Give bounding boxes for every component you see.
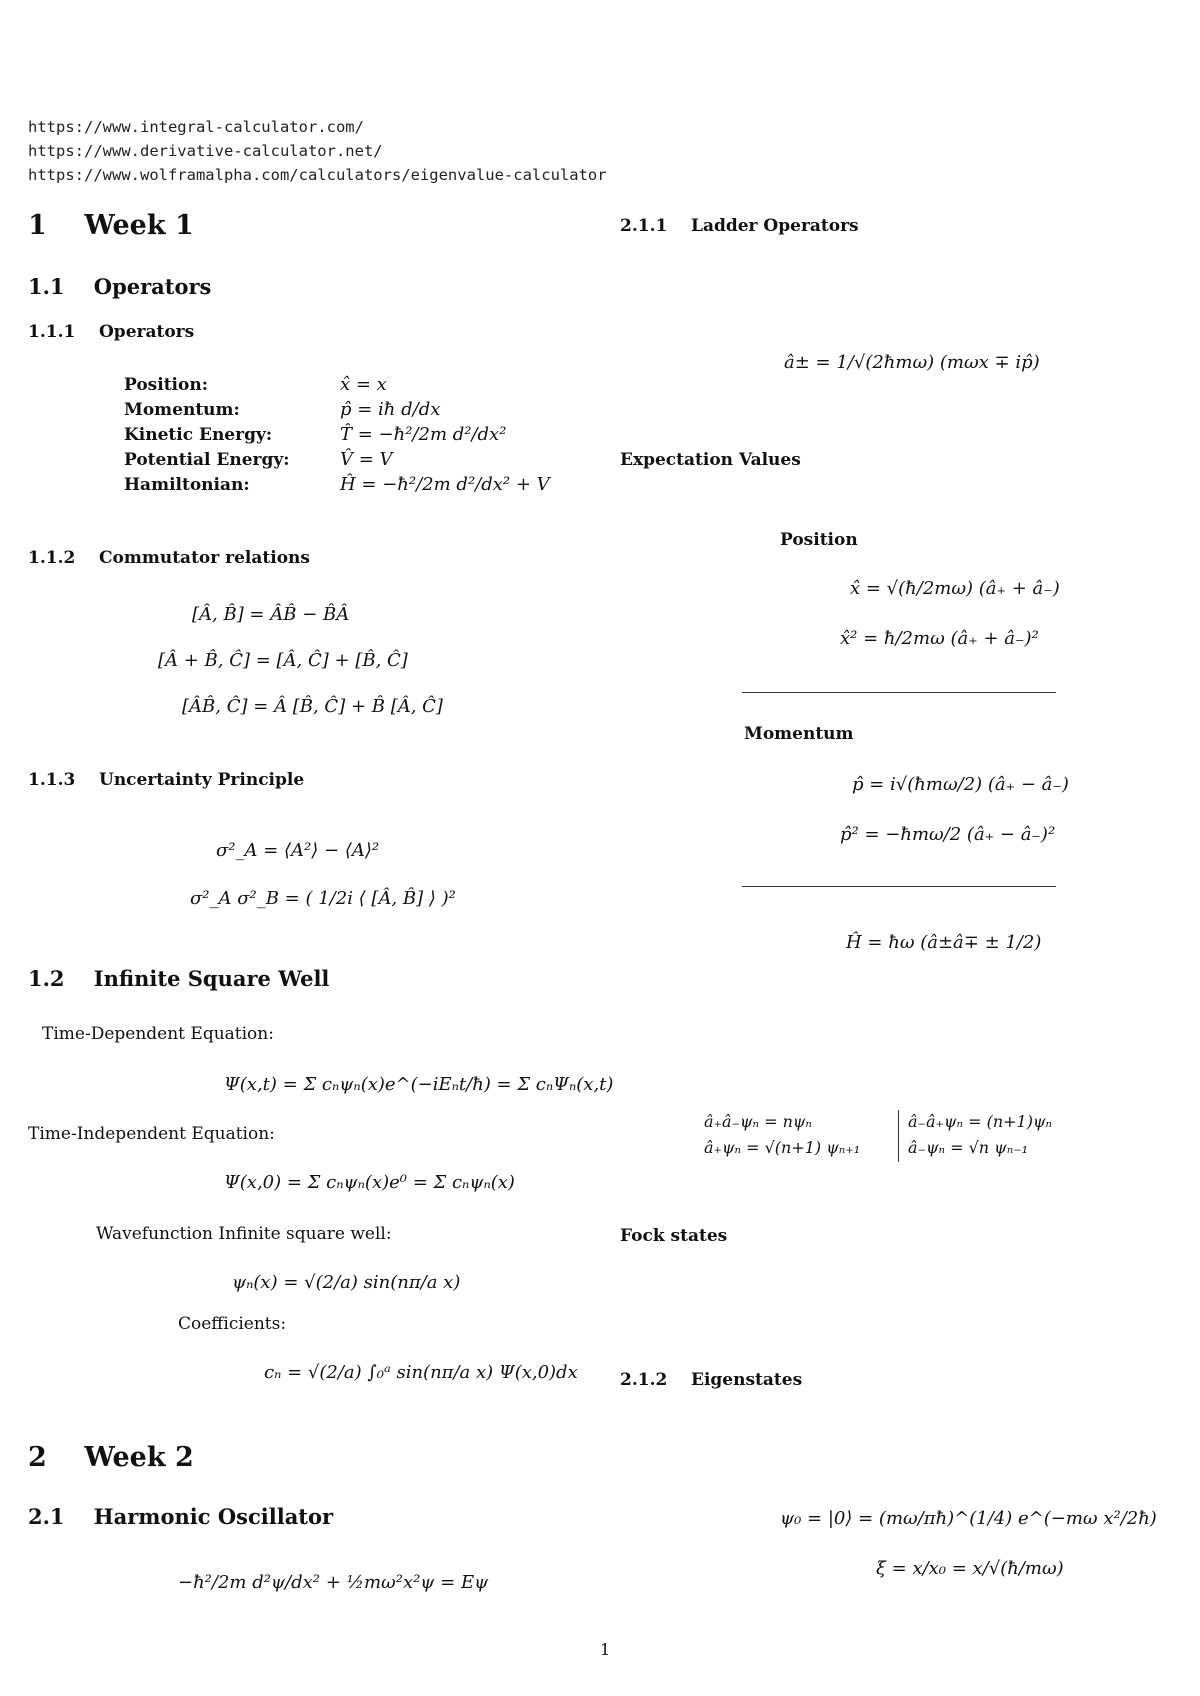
commutator-product-rule: [ÂB̂, Ĉ] = Â [B̂, Ĉ] + B̂ [Â, Ĉ] bbox=[182, 696, 443, 717]
momentum-squared-equation: p̂² = −ħmω/2 (â₊ − â₋)² bbox=[840, 824, 1056, 845]
operator-row bbox=[124, 472, 550, 497]
subsection-operators: 1.1.1 Operators bbox=[28, 322, 195, 342]
position-title: Position bbox=[780, 530, 858, 550]
wavefunction-equation: ψₙ(x) = √(2/a) sin(nπ/a x) bbox=[232, 1272, 461, 1293]
label-coefficients: Coefficients: bbox=[178, 1314, 287, 1334]
divider bbox=[742, 692, 1056, 693]
url-integral-calculator[interactable]: https://www.integral-calculator.com/ bbox=[28, 118, 364, 136]
divider bbox=[742, 886, 1056, 887]
operator-expr: p̂ = iħ d/dx bbox=[340, 399, 441, 420]
subsection-uncertainty: 1.1.3 Uncertainty Principle bbox=[28, 770, 305, 790]
operator-expr: T̂ = −ħ²/2m d²/dx² bbox=[340, 424, 507, 445]
ladder-relation: â₋ψₙ = √n ψₙ₋₁ bbox=[908, 1138, 1029, 1157]
ground-state-equation: ψ₀ = |0⟩ = (mω/πħ)^(1/4) e^(−mω x²/2ħ) bbox=[780, 1508, 1157, 1529]
operators-table bbox=[124, 372, 550, 497]
subsection-commutator: 1.1.2 Commutator relations bbox=[28, 548, 310, 568]
label-time-dependent: Time-Dependent Equation: bbox=[42, 1024, 274, 1044]
operator-row bbox=[124, 397, 550, 422]
position-squared-equation: x̂² = ħ/2mω (â₊ + â₋)² bbox=[840, 628, 1039, 649]
section-operators: 1.1 Operators bbox=[28, 274, 212, 299]
section-week2: 2 Week 2 bbox=[28, 1442, 194, 1473]
operator-name: Potential Energy: bbox=[124, 449, 290, 470]
section-infinite-square-well: 1.2 Infinite Square Well bbox=[28, 966, 330, 991]
operator-name: Kinetic Energy: bbox=[124, 424, 273, 445]
operator-name: Momentum: bbox=[124, 399, 240, 420]
momentum-title: Momentum bbox=[744, 724, 854, 744]
operator-row bbox=[124, 372, 550, 397]
operator-expr: V̂ = V bbox=[340, 449, 393, 470]
operator-expr: Ĥ = −ħ²/2m d²/dx² + V bbox=[340, 474, 550, 495]
url-derivative-calculator[interactable]: https://www.derivative-calculator.net/ bbox=[28, 142, 383, 160]
operator-name: Position: bbox=[124, 374, 208, 395]
section-harmonic-oscillator: 2.1 Harmonic Oscillator bbox=[28, 1504, 334, 1529]
subsection-eigenstates: 2.1.2 Eigenstates bbox=[620, 1370, 803, 1390]
uncertainty-equation: σ²_A σ²_B = ( 1/2i ⟨ [Â, B̂] ⟩ )² bbox=[190, 888, 456, 909]
fock-states-title: Fock states bbox=[620, 1226, 728, 1246]
expectation-values-title: Expectation Values bbox=[620, 450, 801, 470]
time-independent-equation: Ψ(x,0) = Σ cₙψₙ(x)e⁰ = Σ cₙψₙ(x) bbox=[224, 1172, 515, 1193]
operator-row bbox=[124, 422, 550, 447]
hamiltonian-ladder-equation: Ĥ = ħω (â±â∓ ± 1/2) bbox=[846, 932, 1042, 953]
page-number: 1 bbox=[600, 1640, 611, 1659]
label-wavefunction: Wavefunction Infinite square well: bbox=[96, 1224, 392, 1244]
ladder-relation: â₊â₋ψₙ = nψₙ bbox=[704, 1112, 812, 1131]
time-dependent-equation: Ψ(x,t) = Σ cₙψₙ(x)e^(−iEₙt/ħ) = Σ cₙΨₙ(x,t) bbox=[224, 1074, 614, 1095]
operator-row bbox=[124, 447, 550, 472]
label-time-independent: Time-Independent Equation: bbox=[28, 1124, 275, 1144]
commutator-sum-rule: [Â + B̂, Ĉ] = [Â, Ĉ] + [B̂, Ĉ] bbox=[158, 650, 408, 671]
operator-name: Hamiltonian: bbox=[124, 474, 250, 495]
ladder-relation: â₋â₊ψₙ = (n+1)ψₙ bbox=[908, 1112, 1052, 1131]
position-equation: x̂ = √(ħ/2mω) (â₊ + â₋) bbox=[850, 578, 1060, 599]
subsection-ladder-operators: 2.1.1 Ladder Operators bbox=[620, 216, 859, 236]
schrodinger-ho-equation: −ħ²/2m d²ψ/dx² + ½mω²x²ψ = Eψ bbox=[178, 1572, 489, 1593]
section-week1: 1 Week 1 bbox=[28, 210, 194, 241]
momentum-equation: p̂ = i√(ħmω/2) (â₊ − â₋) bbox=[852, 774, 1069, 795]
coefficients-equation: cₙ = √(2/a) ∫₀ᵃ sin(nπ/a x) Ψ(x,0)dx bbox=[264, 1362, 578, 1383]
variance-equation: σ²_A = ⟨A²⟩ − ⟨A⟩² bbox=[216, 840, 380, 861]
operator-expr: x̂ = x bbox=[340, 374, 387, 395]
commutator-definition: [Â, B̂] = ÂB̂ − B̂Â bbox=[192, 604, 350, 625]
ladder-operator-definition: â± = 1/√(2ħmω) (mωx ∓ ip̂) bbox=[784, 352, 1040, 373]
divider bbox=[898, 1110, 899, 1162]
ladder-relation: â₊ψₙ = √(n+1) ψₙ₊₁ bbox=[704, 1138, 861, 1157]
xi-definition: ξ = x/x₀ = x/√(ħ/mω) bbox=[876, 1558, 1064, 1579]
url-eigenvalue-calculator[interactable]: https://www.wolframalpha.com/calculators/eigenvalue-calculator bbox=[28, 166, 607, 184]
